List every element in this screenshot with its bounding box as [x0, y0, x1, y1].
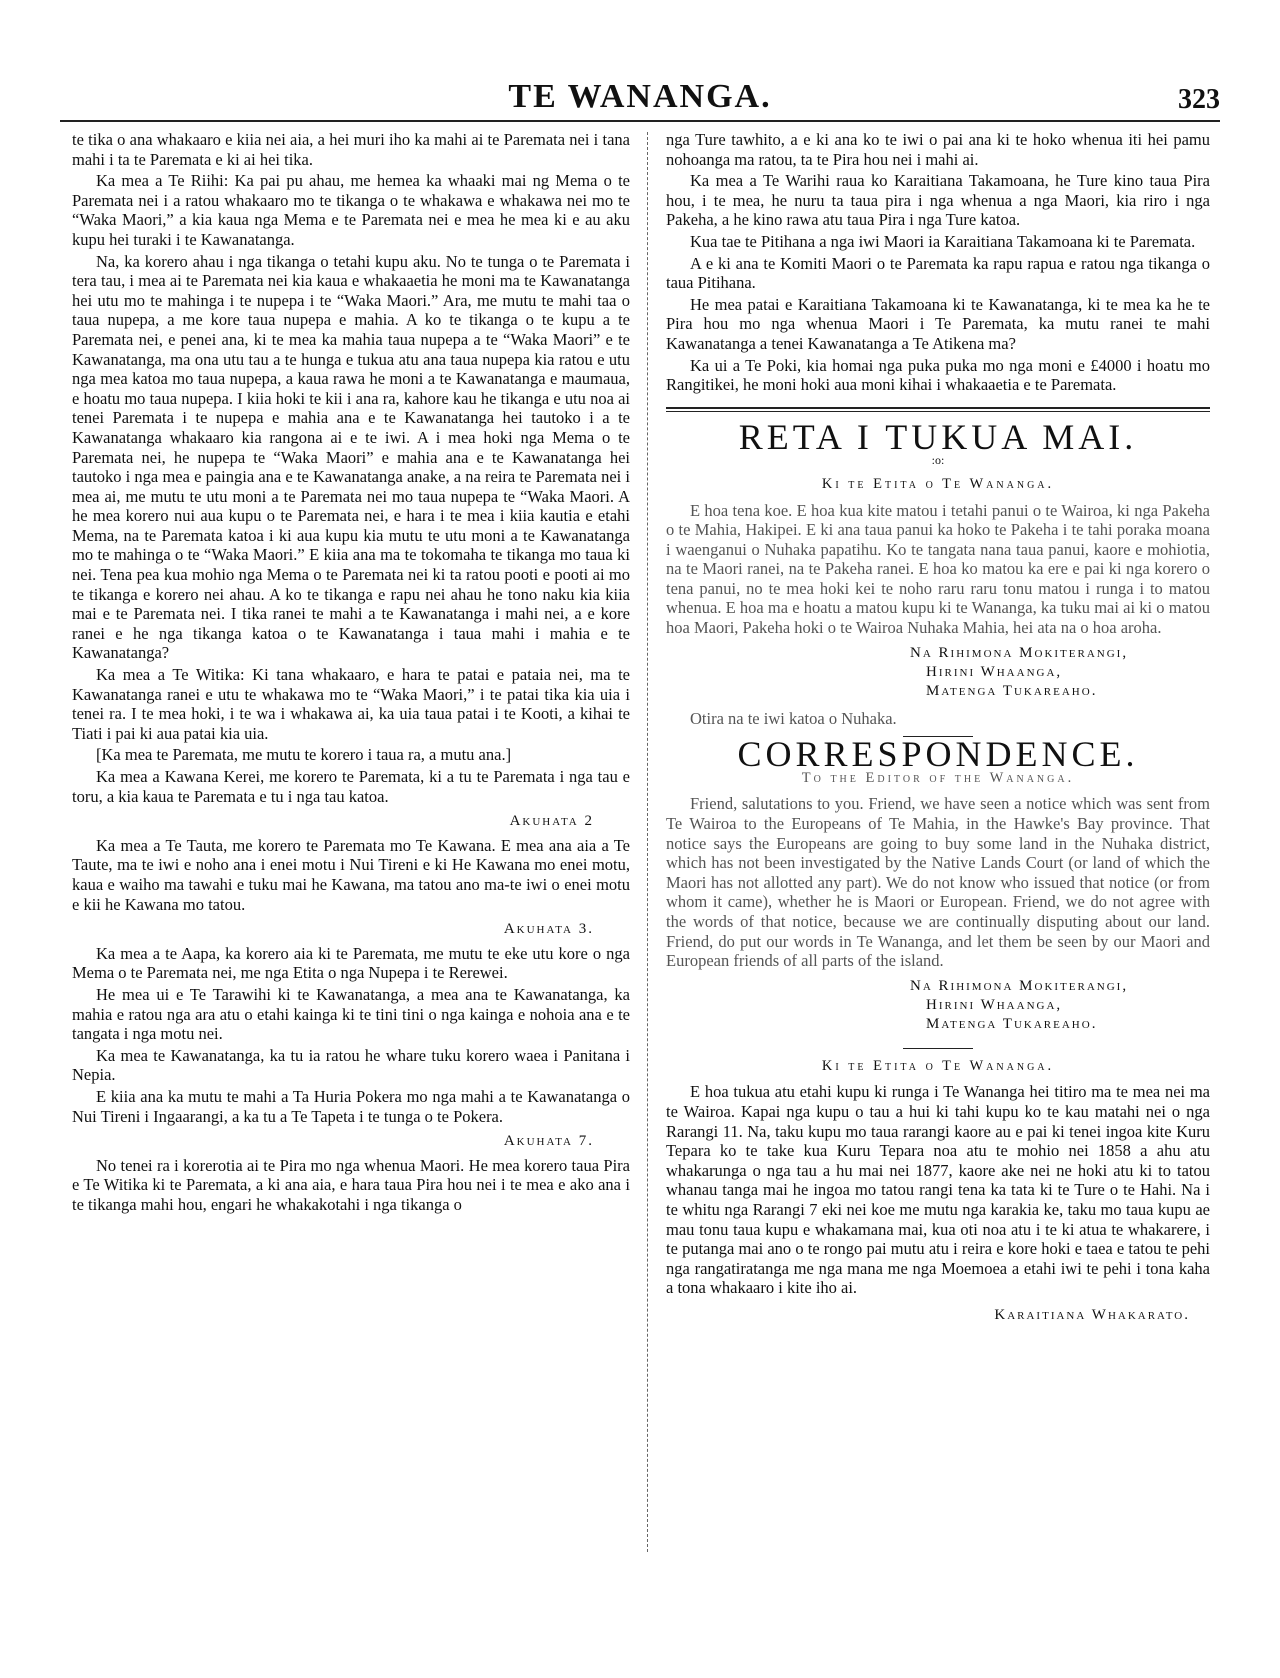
letter2-signoff: Karaitiana Whakarato.: [994, 1306, 1190, 1323]
letter2-salutation: Ki te Etita o Te Wananga.: [821, 1057, 1055, 1074]
signature-line: Matenga Tukareaho.: [926, 1015, 1098, 1032]
reta-letter-body: E hoa tena koe. E hoa kua kite matou i tetahi panui o te Wairoa, ki nga Pakeha o te Mahia, Hakipei. E ki ana taua panui ka hoko te Pakeha i te tahi poraka moana i waenganui o Nuhaka papatihu. Ko te tangata nana taua panui, kaore e mohiotia, na te Maori ranei, na te Pakeha ranei. E hoa ko matou ka ere e pai ki nga korero o tena panui, no te mea hoki kei te noho raru raru tonu matou i runga i to matou whenua. E hoa ma e hoatu a matou kupu ki te Wananga, ka tuku mai ai ki o matou hoa Maori, Pakeha hoki o te Wairoa Nuhaka Mahia, hei ata na o hoa aroha.: [666, 500, 1210, 638]
dateline: Akuhata 7.: [503, 1133, 594, 1150]
section-rule: [666, 407, 1210, 412]
right-column: [666, 130, 1210, 1326]
paragraph: E kiia ana ka mutu te mahi a Ta Huria Pokera mo nga mahi a te Kawanatanga o Nui Tireni i Ingaarangi, a ka tu a Te Tapeta i te tunga o te Pokera.: [72, 1086, 630, 1126]
paragraph: Na, ka korero ahau i nga tikanga o tetahi kupu aku. No te tunga o te Paremata i tera tau, i mea ai te Paremata nei kia kaua e whakaaetia he moni ma te Kawanatanga hei utu mo te mahinga i te nupepa i te “Waka Maori.” Ara, me mutu te mahi taa o taua nupepa, a me kore taua nupepa e mahia. A ko te tikanga o te kupu a te Paremata nei, e penei ana, ki te mea ka mahia taua nupepa a te “Waka Maori” e te Kawanatanga, ma ona utu tau a te hunga e tukua atu ana taua nupepa kia ratou e utu nga mea katoa mo taua nupepa, a kaua rawa he moni a te Kawanatanga e maumaua, e hoatu mo taua nupepa. I kiia hoki te kii i ana ra, kahore kau he tikanga e utu noa ai tenei Paremata i te nupepa e mahia ana e te Kawanatanga hei tautoko i a te Kawanatanga whakaaro kia rangona ai e te iwi. A i mea hoki nga Mema o te Paremata nei, he nupepa te “Waka Maori” e mahia ana e te Kawanatanga hei tautoko i nga mea e paingia ana e te Kawanatanga anake, a na reira te Paremata nei i mea ai, me mutu te utu moni a te Paremata nei mo taua nupepa te “Waka Maori. A he mea korero nui aua kupu o te Paremata nei, e hara i te mea i kiia kautia e etahi Mema, na te Paremata katoa i ki aua kupu kia mutu te utu moni a te Kawanatanga mo te mahinga o te “Waka Maori.” E kiia ana ma te tokomaha te tikanga mo taua ki nei. Tena pea kua mohio nga Mema o te Paremata nei ki ta ratou pooti e pooti ai mo te tikanga e korero nei ahau. A ko te tikanga e rapu nei ahau he tono naku kia kiia mai e te Paremata nei. I tika ranei te mahi a te Kawanatanga i mahi nei, a e kore ranei e he nga tikanga katoa o te Kawanatanga i taua mahi i mahia e te Kawanatanga?: [72, 251, 630, 663]
paragraph: Ka mea a Kawana Kerei, me korero te Paremata, ki a tu te Paremata i nga tau e toru, a kia kaua te Paremata e tu i nga tau katoa.: [72, 767, 630, 806]
paragraph: No tenei ra i korerotia ai te Pira mo nga whenua Maori. He mea korero taua Pira e Te Witika ki te Paremata, a ki ana aia, e hara taua Pira hou nei i te mea e ako ana i te tikanga mahi hou, engari he whakakotahi i nga tikanga o: [72, 1155, 630, 1214]
dateline: Akuhata 2: [509, 813, 594, 830]
correspondence-signatures: [910, 977, 1180, 1034]
signature-line: Hirini Whaanga,: [926, 996, 1063, 1013]
paragraph: A e ki ana te Komiti Maori o te Paremata ka rapu rapua e ratou nga tikanga o taua Pitihana.: [666, 253, 1210, 293]
newspaper-title: TE WANANGA.: [508, 78, 772, 115]
paragraph: [Ka mea te Paremata, me mutu te korero i taua ra, a mutu ana.]: [96, 745, 512, 765]
paragraph: Ka mea a Te Warihi raua ko Karaitiana Takamoana, he Ture kino taua Pira hou, i te mea, he nuru ta taua pira i nga whenua a nga Maori, kia riro i nga Pakeha, a he kino rawa atu taua Pira i nga Ture katoa.: [666, 171, 1210, 230]
paragraph: Ka mea a Te Tauta, me korero te Paremata mo Te Kawana. E mea ana aia a Te Taute, ma te iwi e noho ana i enei motu i Nui Tireni e ki He Kawana mo enei motu, kaua e waiho ma tawahi e tuku mai he Kawana, ma tatou ano ma-te iwi o enei motu e kii he Kawana mo tatou.: [72, 835, 630, 914]
paragraph: Ka mea a Te Witika: Ki tana whakaaro, e hara te patai e pataia nei, ma te Kawanatanga ranei e utu te whakawa mo te “Waka Maori,” i te patai tika kia uia i tenei ra. I te mea hoki, i te wa i whakawa ai, ka uia taua patai i te Kooti, a kihai te Tiati i pai ki aua patai kia uia.: [72, 665, 630, 743]
paragraph: Ka mea a te Aapa, ka korero aia ki te Paremata, me mutu te eke utu kore o nga Mema o te Paremata nei, me nga Etita o nga Nupepa i te Rerewei.: [72, 943, 630, 983]
reta-heading: RETA I TUKUA MAI.: [738, 416, 1138, 457]
reta-postscript: Otira na te iwi katoa o Nuhaka.: [690, 708, 897, 728]
signature-line: Hirini Whaanga,: [926, 663, 1063, 680]
correspondence-salutation: To the Editor of the Wananga.: [801, 769, 1075, 786]
paragraph: Ka ui a Te Poki, kia homai nga puka puka mo nga moni e £4000 i hoatu mo Rangitikei, he moni hoki aua moni kihai i whakaaetia e te Paremata.: [666, 355, 1210, 395]
correspondence-body: Friend, salutations to you. Friend, we have seen a notice which was sent from Te Wairoa to the Europeans of Te Mahia, in the Hawke's Bay province. That notice says the Europeans are going to buy some land in the Nuhaka district, which has not been investigated by the Native Lands Court (or land of which the Maori has not allotted any part). We do not know who issued that notice (or from whom it came), whether he is Maori or European. Friend, we do not agree with the words of that notice, because we are continually disputing about our land. Friend, do put our words in Te Wananga, and let them be seen by our Maori and European friends of all parts of the island.: [666, 794, 1210, 971]
signature-line: Matenga Tukareaho.: [926, 682, 1098, 699]
heading-separator: :o:: [931, 453, 945, 468]
short-rule: [903, 1048, 973, 1049]
page-number: 323: [1178, 84, 1220, 115]
reta-signatures: [910, 644, 1180, 701]
masthead: [60, 78, 1220, 122]
paragraph: He mea patai e Karaitiana Takamoana ki te Kawanatanga, ki te mea ka he te Pira hou mo nga whenua Maori i Te Paremata, ka mutu ranei te mahi Kawanatanga a tenei Kawanatanga a Te Atikena ma?: [666, 294, 1210, 353]
paragraph: He mea ui e Te Tarawihi ki te Kawanatanga, a mea ana te Kawanatanga, ka mahia e ratou nga ara atu o etahi kainga ki te tini tini o nga kainga e nohoia ana e te tangata i nga motu nei.: [72, 984, 630, 1044]
correspondence-heading: CORRESPONDENCE.: [737, 734, 1139, 775]
paragraph: Kua tae te Pitihana a nga iwi Maori ia Karaitiana Takamoana ki te Paremata.: [690, 231, 1196, 251]
paragraph: te tika o ana whakaaro e kiia nei aia, a hei muri iho ka mahi ai te Paremata nei i tana mahi i ta te Paremata e ki ai hei tika.: [72, 130, 630, 169]
paragraph: Ka mea te Kawanatanga, ka tu ia ratou he whare tuku korero waea i Panitana i Nepia.: [72, 1045, 630, 1085]
signature-line: Na Rihimona Mokiterangi,: [910, 977, 1129, 994]
reta-salutation: Ki te Etita o Te Wananga.: [821, 475, 1055, 492]
signature-line: Na Rihimona Mokiterangi,: [910, 644, 1129, 661]
column-divider: [647, 132, 648, 1552]
masthead-rule: [60, 120, 1220, 122]
dateline: Akuhata 3.: [503, 921, 594, 938]
left-column: [72, 130, 630, 1216]
paragraph: Ka mea a Te Riihi: Ka pai pu ahau, me hemea ka whaaki mai ng Mema o te Paremata nei i a ratou whakaaro mo te tikanga o te whakawa e whakawa nei mo te “Waka Maori,” a kia kaua nga Mema e te Paremata nei e mea he mea ki e au aku kupu hei turaki i te Kawanatanga.: [72, 171, 630, 249]
paragraph: nga Ture tawhito, a e ki ana ko te iwi o pai ana ki te hoko whenua iti hei pamu nohoanga ma ratou, ta te Pira hou nei i mahi ai.: [666, 130, 1210, 169]
letter2-body: E hoa tukua atu etahi kupu ki runga i Te Wananga hei titiro ma te mea nei ma te Wairoa. Kapai nga kupu o tau a hui ki tahi kupu ko te kau matahi nei o nga Rarangi 11. Na, taku kupu mo taua rarangi kaore au e pai ki tenei ingoa kite Kuru Tepara ko te take kua Kuru Tepara noa atu te mohio nei 1858 a ahu atu whakarunga o nga tau a hu mai nei 1877, kaore ake nei ne hoki atu ki to tatou whanau tanga mai he ingoa mo tatou rangi tena ka tata ki te Ture o te Hahi. Na i te whitu nga Rarangi 7 eki nei koe me mutu nga karakia ke, taku mo taua kupu ae mau tonu taua kupu e whakamana mai, kua oti noa atu i te ki atua te whakarere, i te putanga mai ano o te rongo pai mutu atu i reira e kore hoki e taea e tatou te pehi nga rangatiratanga me nga mana me nga Moemoea a etahi iwi te pehi i tona kaha a tona whakaaro i kite iho ai.: [666, 1082, 1210, 1298]
